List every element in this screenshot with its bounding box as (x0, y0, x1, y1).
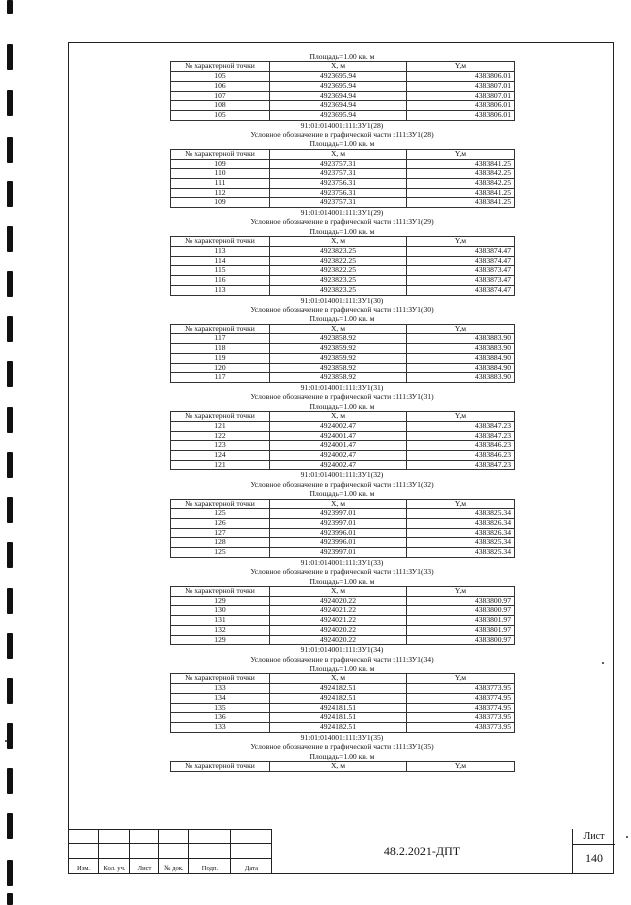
table-row (171, 596, 515, 606)
table-header-row (171, 149, 515, 159)
table-row (171, 538, 515, 548)
x-coordinate-cell: 4923996.01 (270, 528, 407, 538)
table-row (171, 528, 515, 538)
binder-mark (7, 768, 13, 794)
y-coordinate-cell: 4383800.97 (407, 606, 515, 616)
cadastral-number: 91:01:014001:111:ЗУ1(30) (300, 295, 384, 305)
point-number-cell: 135 (171, 703, 270, 713)
x-header: X, м (270, 587, 407, 597)
binder-mark (7, 226, 13, 252)
x-coordinate-cell: 4923859.92 (270, 344, 407, 354)
stamp-label-sheet: Лист (137, 865, 152, 872)
table-body (171, 159, 515, 208)
point-number-cell: 127 (171, 528, 270, 538)
y-header: Y,м (407, 761, 515, 771)
stamp-label-signature: Подп. (201, 865, 219, 872)
designation-line: Условное обозначение в графической части :111:ЗУ1(29) (250, 217, 434, 227)
point-number-cell: 130 (171, 606, 270, 616)
x-coordinate-cell: 4924001.47 (270, 441, 407, 451)
points-table (170, 149, 515, 208)
x-coordinate-cell: 4923822.25 (270, 256, 407, 266)
table-row (171, 101, 515, 111)
x-coordinate-cell: 4923757.31 (270, 198, 407, 208)
table-row (171, 178, 515, 188)
cadastral-number: 91:01:014001:111:ЗУ1(29) (300, 208, 384, 218)
y-coordinate-cell: 4383774.95 (407, 693, 515, 703)
x-coordinate-cell: 4924182.51 (270, 722, 407, 732)
point-number-cell: 106 (171, 81, 270, 91)
table-row (171, 460, 515, 470)
points-table (170, 586, 515, 645)
table-row (171, 684, 515, 694)
table-row (171, 363, 515, 373)
x-coordinate-cell: 4923858.92 (270, 373, 407, 383)
y-coordinate-cell: 4383774.95 (407, 703, 515, 713)
y-coordinate-cell: 4383806.01 (407, 101, 515, 111)
point-number-cell: 115 (171, 266, 270, 276)
point-number-cell: 120 (171, 363, 270, 373)
table-body (171, 596, 515, 645)
binder-mark (7, 181, 13, 207)
y-coordinate-cell: 4383826.34 (407, 528, 515, 538)
area-line: Площадь=1.00 кв. м (309, 314, 375, 324)
cadastral-number: 91:01:014001:111:ЗУ1(32) (300, 470, 384, 480)
x-coordinate-cell: 4923997.01 (270, 509, 407, 519)
table-row (171, 703, 515, 713)
table-row (171, 266, 515, 276)
binder-mark (7, 678, 13, 704)
y-coordinate-cell: 4383847.23 (407, 421, 515, 431)
table-row (171, 159, 515, 169)
table-row (171, 450, 515, 460)
point-number-cell: 117 (171, 334, 270, 344)
points-table (170, 61, 515, 120)
point-number-cell: 133 (171, 722, 270, 732)
table-row (171, 713, 515, 723)
binder-mark (7, 44, 13, 70)
points-table (170, 673, 515, 732)
y-coordinate-cell: 4383800.97 (407, 596, 515, 606)
table-header-row (171, 62, 515, 72)
sheet-label: Лист (583, 831, 605, 842)
table-row (171, 421, 515, 431)
table-row (171, 519, 515, 529)
x-header: X, м (270, 149, 407, 159)
x-coordinate-cell: 4923757.31 (270, 169, 407, 179)
binder-mark (7, 361, 13, 387)
title-block (68, 829, 614, 874)
x-coordinate-cell: 4923858.92 (270, 363, 407, 373)
x-coordinate-cell: 4924181.51 (270, 713, 407, 723)
table-row (171, 256, 515, 266)
point-number-header: № характерной точки (171, 237, 270, 247)
area-line: Площадь=1.00 кв. м (309, 226, 375, 236)
binder-mark (7, 137, 13, 163)
designation-line: Условное обозначение в графической части :111:ЗУ1(34) (250, 654, 434, 664)
binder-mark (7, 723, 13, 749)
point-number-cell: 116 (171, 276, 270, 286)
table-row (171, 606, 515, 616)
table-row (171, 91, 515, 101)
parcel-list (170, 121, 514, 772)
x-coordinate-cell: 4924002.47 (270, 450, 407, 460)
coordinates-content (170, 52, 514, 772)
point-number-header: № характерной точки (171, 149, 270, 159)
point-number-header: № характерной точки (171, 587, 270, 597)
point-number-cell: 109 (171, 198, 270, 208)
y-coordinate-cell: 4383884.90 (407, 363, 515, 373)
table-row (171, 693, 515, 703)
table-body (171, 246, 515, 295)
point-number-cell: 118 (171, 344, 270, 354)
y-header: Y,м (407, 324, 515, 334)
y-header: Y,м (407, 149, 515, 159)
point-number-cell: 105 (171, 110, 270, 120)
point-number-header: № характерной точки (171, 412, 270, 422)
y-coordinate-cell: 4383884.90 (407, 353, 515, 363)
table-row (171, 353, 515, 363)
sheet-box (572, 829, 614, 874)
area-line: Площадь=1.00 кв. м (309, 52, 375, 61)
x-coordinate-cell: 4923859.92 (270, 353, 407, 363)
stamp-label-change: Изм. (76, 865, 91, 872)
x-coordinate-cell: 4923694.94 (270, 101, 407, 111)
y-coordinate-cell: 4383873.47 (407, 266, 515, 276)
cadastral-number: 91:01:014001:111:ЗУ1(31) (300, 382, 384, 392)
x-coordinate-cell: 4923858.92 (270, 334, 407, 344)
table-row (171, 431, 515, 441)
binder-mark (7, 271, 13, 297)
binder-mark (7, 407, 13, 433)
y-header: Y,м (407, 499, 515, 509)
x-coordinate-cell: 4924182.51 (270, 693, 407, 703)
document-code: 48.2.2021-ДПТ (383, 844, 461, 858)
x-coordinate-cell: 4923823.25 (270, 276, 407, 286)
x-header: X, м (270, 62, 407, 72)
point-number-cell: 108 (171, 101, 270, 111)
y-coordinate-cell: 4383806.01 (407, 72, 515, 82)
y-coordinate-cell: 4383883.90 (407, 344, 515, 354)
x-coordinate-cell: 4923822.25 (270, 266, 407, 276)
point-number-header: № характерной точки (171, 499, 270, 509)
point-number-cell: 136 (171, 713, 270, 723)
x-coordinate-cell: 4924020.22 (270, 625, 407, 635)
table-header-row (171, 587, 515, 597)
x-coordinate-cell: 4923695.94 (270, 110, 407, 120)
y-coordinate-cell: 4383826.34 (407, 519, 515, 529)
y-coordinate-cell: 4383825.34 (407, 509, 515, 519)
table-header-row (171, 412, 515, 422)
table-header-row (171, 324, 515, 334)
x-header: X, м (270, 761, 407, 771)
point-number-cell: 107 (171, 91, 270, 101)
stamp-label-count: Кол. уч. (103, 865, 126, 872)
table-row (171, 548, 515, 558)
x-coordinate-cell: 4923756.31 (270, 188, 407, 198)
y-coordinate-cell: 4383825.34 (407, 548, 515, 558)
point-number-header: № характерной точки (171, 674, 270, 684)
table-header-row (171, 237, 515, 247)
table-row (171, 246, 515, 256)
x-header: X, м (270, 237, 407, 247)
designation-line: Условное обозначение в графической части :111:ЗУ1(28) (250, 130, 434, 140)
table-header-row (171, 761, 515, 771)
x-coordinate-cell: 4924002.47 (270, 460, 407, 470)
x-coordinate-cell: 4924001.47 (270, 431, 407, 441)
cadastral-number: 91:01:014001:111:ЗУ1(34) (300, 645, 384, 655)
x-coordinate-cell: 4923695.94 (270, 81, 407, 91)
point-number-cell: 125 (171, 548, 270, 558)
table-row (171, 441, 515, 451)
designation-line: Условное обозначение в графической части :111:ЗУ1(31) (250, 392, 434, 402)
area-line: Площадь=1.00 кв. м (309, 401, 375, 411)
y-coordinate-cell: 4383800.97 (407, 635, 515, 645)
table-body (171, 421, 515, 470)
binder-mark (7, 588, 13, 614)
y-coordinate-cell: 4383806.01 (407, 110, 515, 120)
x-coordinate-cell: 4924182.51 (270, 684, 407, 694)
y-coordinate-cell: 4383801.97 (407, 616, 515, 626)
table-row (171, 625, 515, 635)
table-row (171, 344, 515, 354)
y-coordinate-cell: 4383874.47 (407, 246, 515, 256)
y-header: Y,м (407, 237, 515, 247)
point-number-cell: 121 (171, 460, 270, 470)
sheet-number: 140 (585, 851, 603, 865)
x-coordinate-cell: 4923823.25 (270, 246, 407, 256)
x-header: X, м (270, 674, 407, 684)
x-coordinate-cell: 4924181.51 (270, 703, 407, 713)
point-number-cell: 129 (171, 635, 270, 645)
y-coordinate-cell: 4383807.01 (407, 91, 515, 101)
y-coordinate-cell: 4383841.25 (407, 159, 515, 169)
x-header: X, м (270, 499, 407, 509)
table-row (171, 81, 515, 91)
cadastral-number: 91:01:014001:111:ЗУ1(33) (300, 557, 384, 567)
y-header: Y,м (407, 62, 515, 72)
binder-mark (7, 452, 13, 478)
point-number-cell: 133 (171, 684, 270, 694)
x-coordinate-cell: 4924020.22 (270, 635, 407, 645)
y-coordinate-cell: 4383847.23 (407, 431, 515, 441)
stamp-label-doc-number: № док. (164, 865, 184, 872)
points-table (170, 236, 515, 295)
y-coordinate-cell: 4383825.34 (407, 538, 515, 548)
point-number-cell: 119 (171, 353, 270, 363)
point-number-cell: 114 (171, 256, 270, 266)
y-coordinate-cell: 4383773.95 (407, 684, 515, 694)
area-line: Площадь=1.00 кв. м (309, 139, 375, 149)
point-number-cell: 121 (171, 421, 270, 431)
binder-mark (7, 497, 13, 523)
y-coordinate-cell: 4383807.01 (407, 81, 515, 91)
stamp-label-date: Дата (244, 865, 259, 872)
point-number-cell: 131 (171, 616, 270, 626)
table-row (171, 373, 515, 383)
table-row (171, 334, 515, 344)
table-row (171, 198, 515, 208)
point-number-cell: 105 (171, 72, 270, 82)
table-row (171, 285, 515, 295)
x-header: X, м (270, 324, 407, 334)
binder-mark (7, 0, 13, 14)
point-number-cell: 124 (171, 450, 270, 460)
point-number-cell: 122 (171, 431, 270, 441)
binder-mark (7, 893, 13, 905)
scan-speck (626, 836, 628, 838)
x-coordinate-cell: 4923997.01 (270, 548, 407, 558)
point-number-header: № характерной точки (171, 324, 270, 334)
x-coordinate-cell: 4923996.01 (270, 538, 407, 548)
scan-speck (5, 740, 7, 742)
y-header: Y,м (407, 587, 515, 597)
designation-line: Условное обозначение в графической части :111:ЗУ1(30) (250, 304, 434, 314)
point-number-cell: 134 (171, 693, 270, 703)
table-row (171, 110, 515, 120)
y-coordinate-cell: 4383847.23 (407, 460, 515, 470)
points-table (170, 324, 515, 383)
y-coordinate-cell: 4383846.23 (407, 450, 515, 460)
point-number-cell: 111 (171, 178, 270, 188)
points-table (170, 761, 515, 772)
x-coordinate-cell: 4924021.22 (270, 616, 407, 626)
y-coordinate-cell: 4383841.25 (407, 188, 515, 198)
point-number-cell: 117 (171, 373, 270, 383)
table-body (171, 509, 515, 558)
table-header-row (171, 674, 515, 684)
table-row (171, 635, 515, 645)
x-coordinate-cell: 4923756.31 (270, 178, 407, 188)
y-coordinate-cell: 4383874.47 (407, 256, 515, 266)
x-coordinate-cell: 4924020.22 (270, 596, 407, 606)
y-coordinate-cell: 4383874.47 (407, 285, 515, 295)
area-line: Площадь=1.00 кв. м (309, 751, 375, 761)
designation-line: Условное обозначение в графической части :111:ЗУ1(32) (250, 479, 434, 489)
table-row (171, 509, 515, 519)
point-number-cell: 125 (171, 509, 270, 519)
point-number-cell: 112 (171, 188, 270, 198)
y-header: Y,м (407, 674, 515, 684)
point-number-header: № характерной точки (171, 761, 270, 771)
y-coordinate-cell: 4383883.90 (407, 334, 515, 344)
y-coordinate-cell: 4383842.25 (407, 178, 515, 188)
table-row (171, 72, 515, 82)
binder-mark (7, 860, 13, 886)
point-number-cell: 109 (171, 159, 270, 169)
table-row (171, 169, 515, 179)
point-number-cell: 128 (171, 538, 270, 548)
point-number-cell: 129 (171, 596, 270, 606)
cadastral-number: 91:01:014001:111:ЗУ1(35) (300, 732, 384, 742)
table-header-row (171, 499, 515, 509)
table-body (171, 72, 515, 121)
x-coordinate-cell: 4923823.25 (270, 285, 407, 295)
table-row (171, 276, 515, 286)
y-coordinate-cell: 4383773.95 (407, 722, 515, 732)
binder-mark (7, 542, 13, 568)
y-coordinate-cell: 4383873.47 (407, 276, 515, 286)
table-row (171, 188, 515, 198)
designation-line: Условное обозначение в графической части :111:ЗУ1(33) (250, 567, 434, 577)
point-number-cell: 113 (171, 246, 270, 256)
y-coordinate-cell: 4383773.95 (407, 713, 515, 723)
x-coordinate-cell: 4924002.47 (270, 421, 407, 431)
y-coordinate-cell: 4383841.25 (407, 198, 515, 208)
point-number-cell: 132 (171, 625, 270, 635)
binder-mark (7, 813, 13, 839)
designation-line: Условное обозначение в графической части :111:ЗУ1(35) (250, 742, 434, 752)
y-coordinate-cell: 4383846.23 (407, 441, 515, 451)
point-number-header: № характерной точки (171, 62, 270, 72)
point-number-cell: 123 (171, 441, 270, 451)
x-coordinate-cell: 4923694.94 (270, 91, 407, 101)
y-coordinate-cell: 4383883.90 (407, 373, 515, 383)
table-body (171, 334, 515, 383)
binder-mark (7, 90, 13, 116)
area-line: Площадь=1.00 кв. м (309, 489, 375, 499)
y-coordinate-cell: 4383801.97 (407, 625, 515, 635)
x-coordinate-cell: 4924021.22 (270, 606, 407, 616)
table-row (171, 616, 515, 626)
point-number-cell: 126 (171, 519, 270, 529)
point-number-cell: 110 (171, 169, 270, 179)
point-number-cell: 113 (171, 285, 270, 295)
points-table (170, 411, 515, 470)
binder-mark (7, 633, 13, 659)
cadastral-number: 91:01:014001:111:ЗУ1(28) (300, 120, 384, 130)
points-table (170, 499, 515, 558)
x-header: X, м (270, 412, 407, 422)
area-line: Площадь=1.00 кв. м (309, 664, 375, 674)
y-header: Y,м (407, 412, 515, 422)
x-coordinate-cell: 4923757.31 (270, 159, 407, 169)
y-coordinate-cell: 4383842.25 (407, 169, 515, 179)
table-body (171, 684, 515, 733)
binder-mark (7, 316, 13, 342)
x-coordinate-cell: 4923997.01 (270, 519, 407, 529)
area-line: Площадь=1.00 кв. м (309, 576, 375, 586)
table-row (171, 722, 515, 732)
x-coordinate-cell: 4923695.94 (270, 72, 407, 82)
